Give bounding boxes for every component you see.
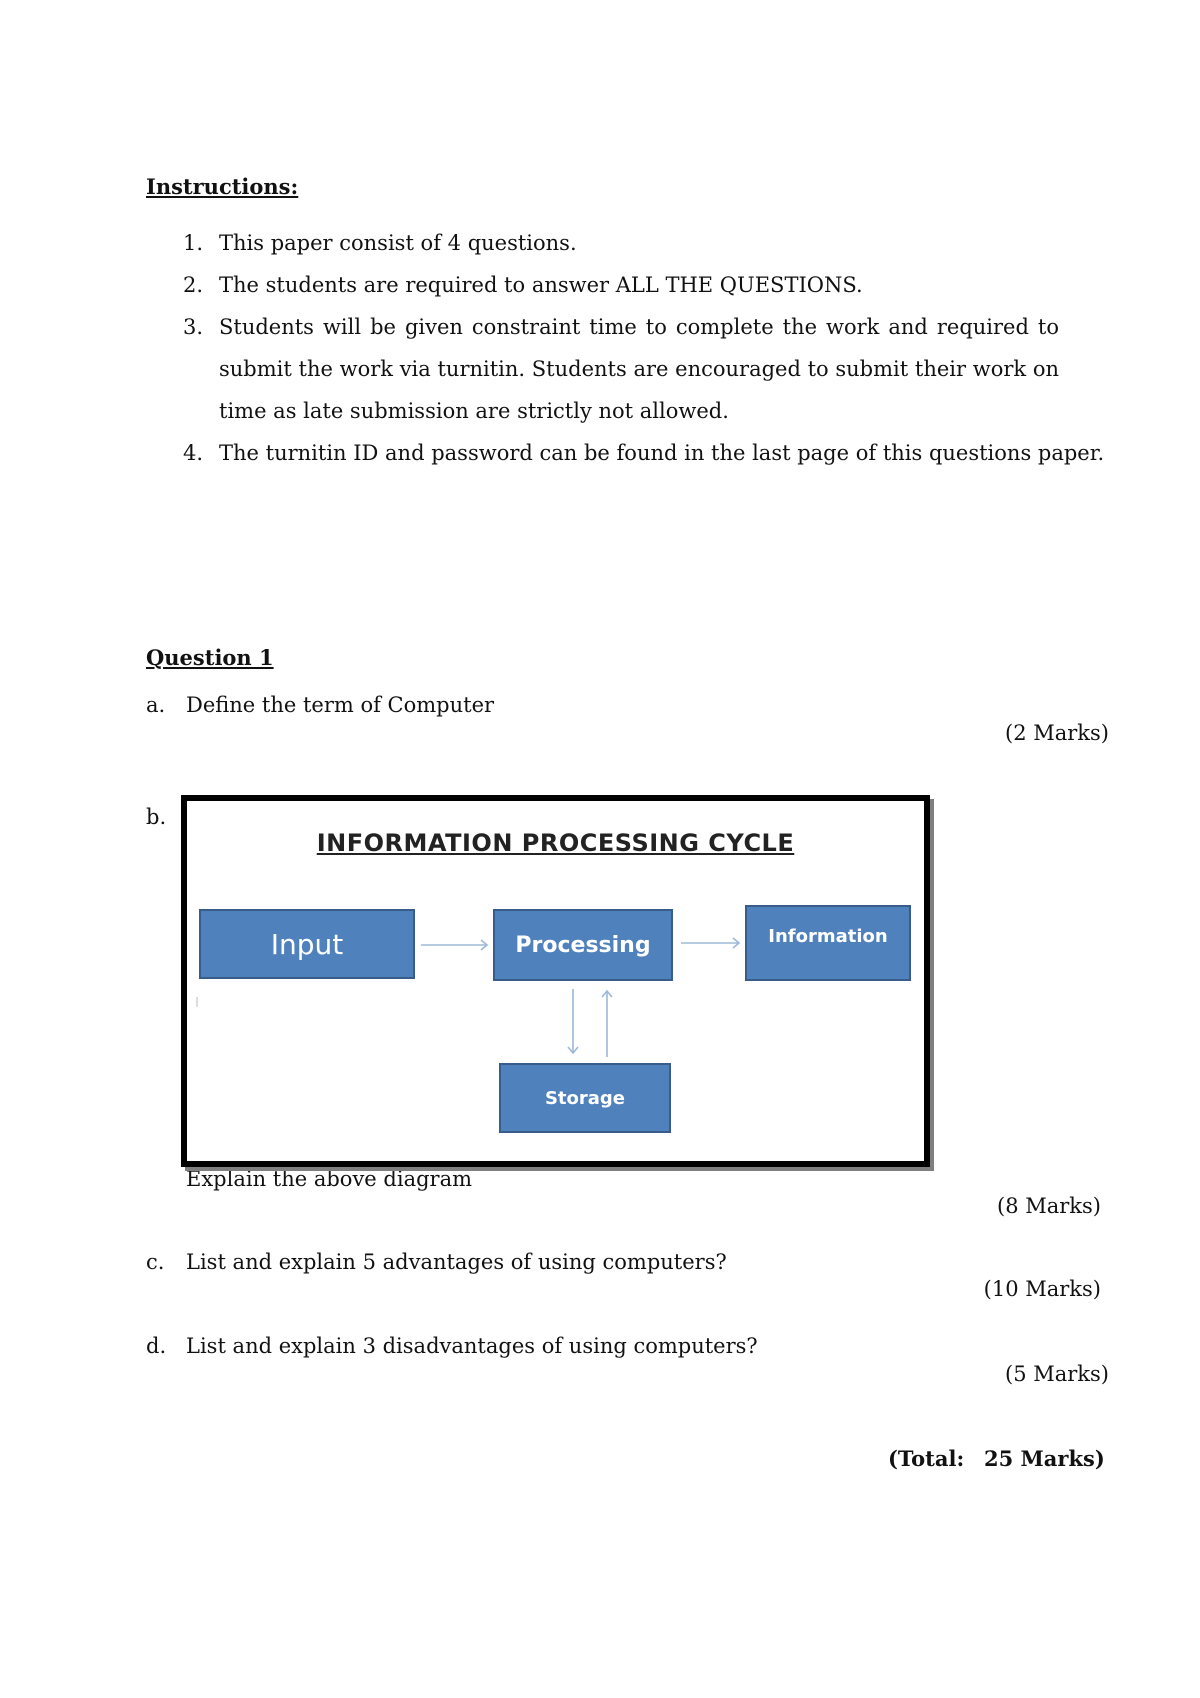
instruction-number: 3. xyxy=(183,315,204,339)
part-a-text: Define the term of Computer xyxy=(186,693,495,717)
processing-box-label: Processing xyxy=(515,932,651,958)
question-1-heading: Question 1 xyxy=(146,645,274,670)
part-d-label: d. xyxy=(146,1334,167,1358)
instruction-number: 4. xyxy=(183,441,204,465)
part-b-marks: (8 Marks) xyxy=(997,1194,1101,1218)
instruction-number: 1. xyxy=(183,231,204,255)
total-value: 25 Marks) xyxy=(984,1446,1105,1471)
part-d-text: List and explain 3 disadvantages of using computers? xyxy=(186,1334,758,1358)
diagram-title: INFORMATION PROCESSING CYCLE xyxy=(316,829,795,857)
part-a-marks: (2 Marks) xyxy=(1005,721,1109,745)
part-c-marks: (10 Marks) xyxy=(983,1277,1101,1301)
instruction-item: The students are required to answer ALL THE QUESTIONS. xyxy=(219,273,863,297)
input-box-label: Input xyxy=(270,927,344,961)
instruction-item: Students will be given constraint time to complete the work and required to submit the work via turnitin. Students are encouraged to submit their work on time as late submission are strictly not allowed. xyxy=(219,315,1059,423)
input-box xyxy=(199,909,415,979)
total-label: (Total: xyxy=(888,1446,965,1471)
part-b-text: Explain the above diagram xyxy=(186,1167,473,1191)
processing-box xyxy=(493,909,673,981)
instruction-number: 2. xyxy=(183,273,204,297)
instruction-item: The turnitin ID and password can be found in the last page of this questions paper. xyxy=(219,441,1105,465)
storage-box xyxy=(499,1063,671,1133)
information-processing-cycle-diagram xyxy=(181,795,930,1167)
part-c-text: List and explain 5 advantages of using computers? xyxy=(186,1250,727,1274)
information-box-label: Information xyxy=(768,925,888,947)
storage-box-label: Storage xyxy=(544,1087,626,1109)
part-d-marks: (5 Marks) xyxy=(1005,1362,1109,1386)
part-b-label: b. xyxy=(146,805,167,829)
instruction-item: This paper consist of 4 questions. xyxy=(219,231,577,255)
instructions-heading: Instructions: xyxy=(146,174,299,199)
information-box xyxy=(745,905,911,981)
part-c-label: c. xyxy=(146,1250,165,1274)
part-a-label: a. xyxy=(146,693,166,717)
